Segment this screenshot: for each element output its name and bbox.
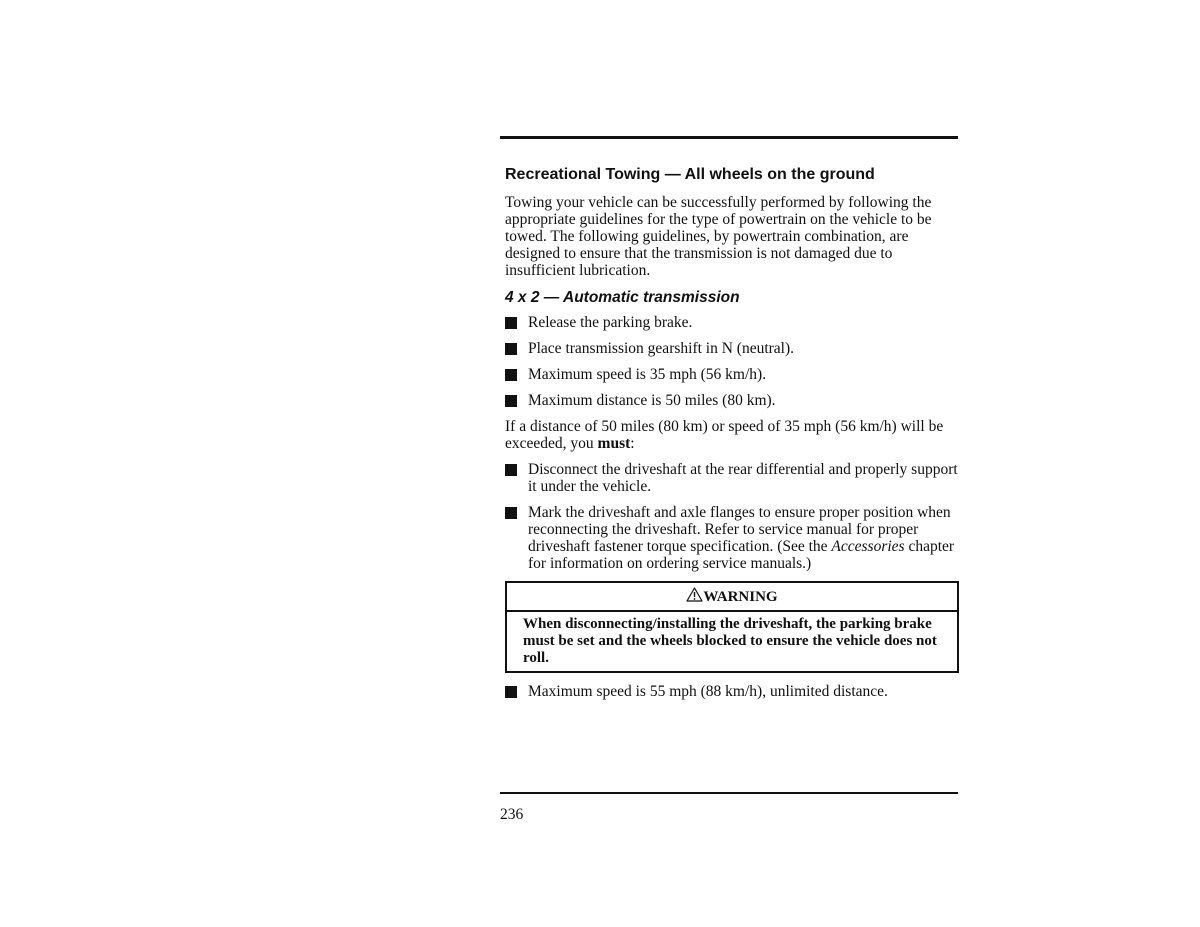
warning-body: When disconnecting/installing the driveshaft, the parking brake must be set and the wheels blocked to ensure the vehicle does not roll.: [523, 616, 937, 666]
list-item: [505, 504, 959, 572]
subsection-title: 4 x 2 — Automatic transmission: [505, 289, 740, 306]
must-steps-list: [505, 461, 959, 572]
square-bullet-icon: [505, 317, 517, 329]
towing-steps-list: [505, 314, 959, 409]
intro-paragraph: Towing your vehicle can be successfully performed by following the appropriate guidelines for the type of powertrain on the vehicle to be towed. The following guidelines, by powertrain combination, are designed to ensure that the transmission is not damaged due to insufficient lubrication.: [505, 194, 932, 279]
section-title: Recreational Towing — All wheels on the ground: [505, 166, 875, 183]
warning-title: WARNING: [703, 589, 778, 605]
square-bullet-icon: [505, 369, 517, 381]
list-item-text-end: chapter for information on ordering service manuals.): [528, 538, 955, 572]
list-item: [505, 314, 959, 331]
bottom-rule: [500, 792, 958, 794]
list-item-text: Release the parking brake.: [528, 314, 693, 331]
top-rule: [500, 136, 958, 139]
exceed-paragraph: [505, 418, 959, 452]
accessories-reference: Accessories: [831, 538, 905, 555]
warning-triangle-icon: [686, 587, 703, 602]
warning-box: [505, 581, 959, 673]
list-item: [505, 683, 959, 700]
square-bullet-icon: [505, 464, 517, 476]
list-item-text: Maximum speed is 35 mph (56 km/h).: [528, 366, 767, 383]
warning-header: [507, 583, 957, 612]
page-content: [505, 164, 959, 709]
list-item: [505, 340, 959, 357]
list-item: [505, 392, 959, 409]
square-bullet-icon: [505, 686, 517, 698]
list-item-text: Mark the driveshaft and axle flanges to ensure proper position when reconnecting the driveshaft. Refer to service manual for proper driveshaft fastener torque specification. (See the: [528, 504, 951, 555]
square-bullet-icon: [505, 395, 517, 407]
square-bullet-icon: [505, 343, 517, 355]
page-number: 236: [500, 806, 524, 823]
exceed-end: :: [630, 435, 635, 452]
list-item-text: Disconnect the driveshaft at the rear differential and properly support it under the vehicle.: [528, 461, 958, 495]
final-steps-list: [505, 683, 959, 700]
exceed-emphasis: must: [597, 435, 631, 452]
exceed-text: If a distance of 50 miles (80 km) or speed of 35 mph (56 km/h) will be exceeded, you: [505, 418, 944, 452]
list-item: [505, 366, 959, 383]
list-item-text: Maximum speed is 55 mph (88 km/h), unlimited distance.: [528, 683, 888, 700]
square-bullet-icon: [505, 507, 517, 519]
list-item-text: Maximum distance is 50 miles (80 km).: [528, 392, 776, 409]
list-item: [505, 461, 959, 495]
list-item-text: Place transmission gearshift in N (neutral).: [528, 340, 795, 357]
